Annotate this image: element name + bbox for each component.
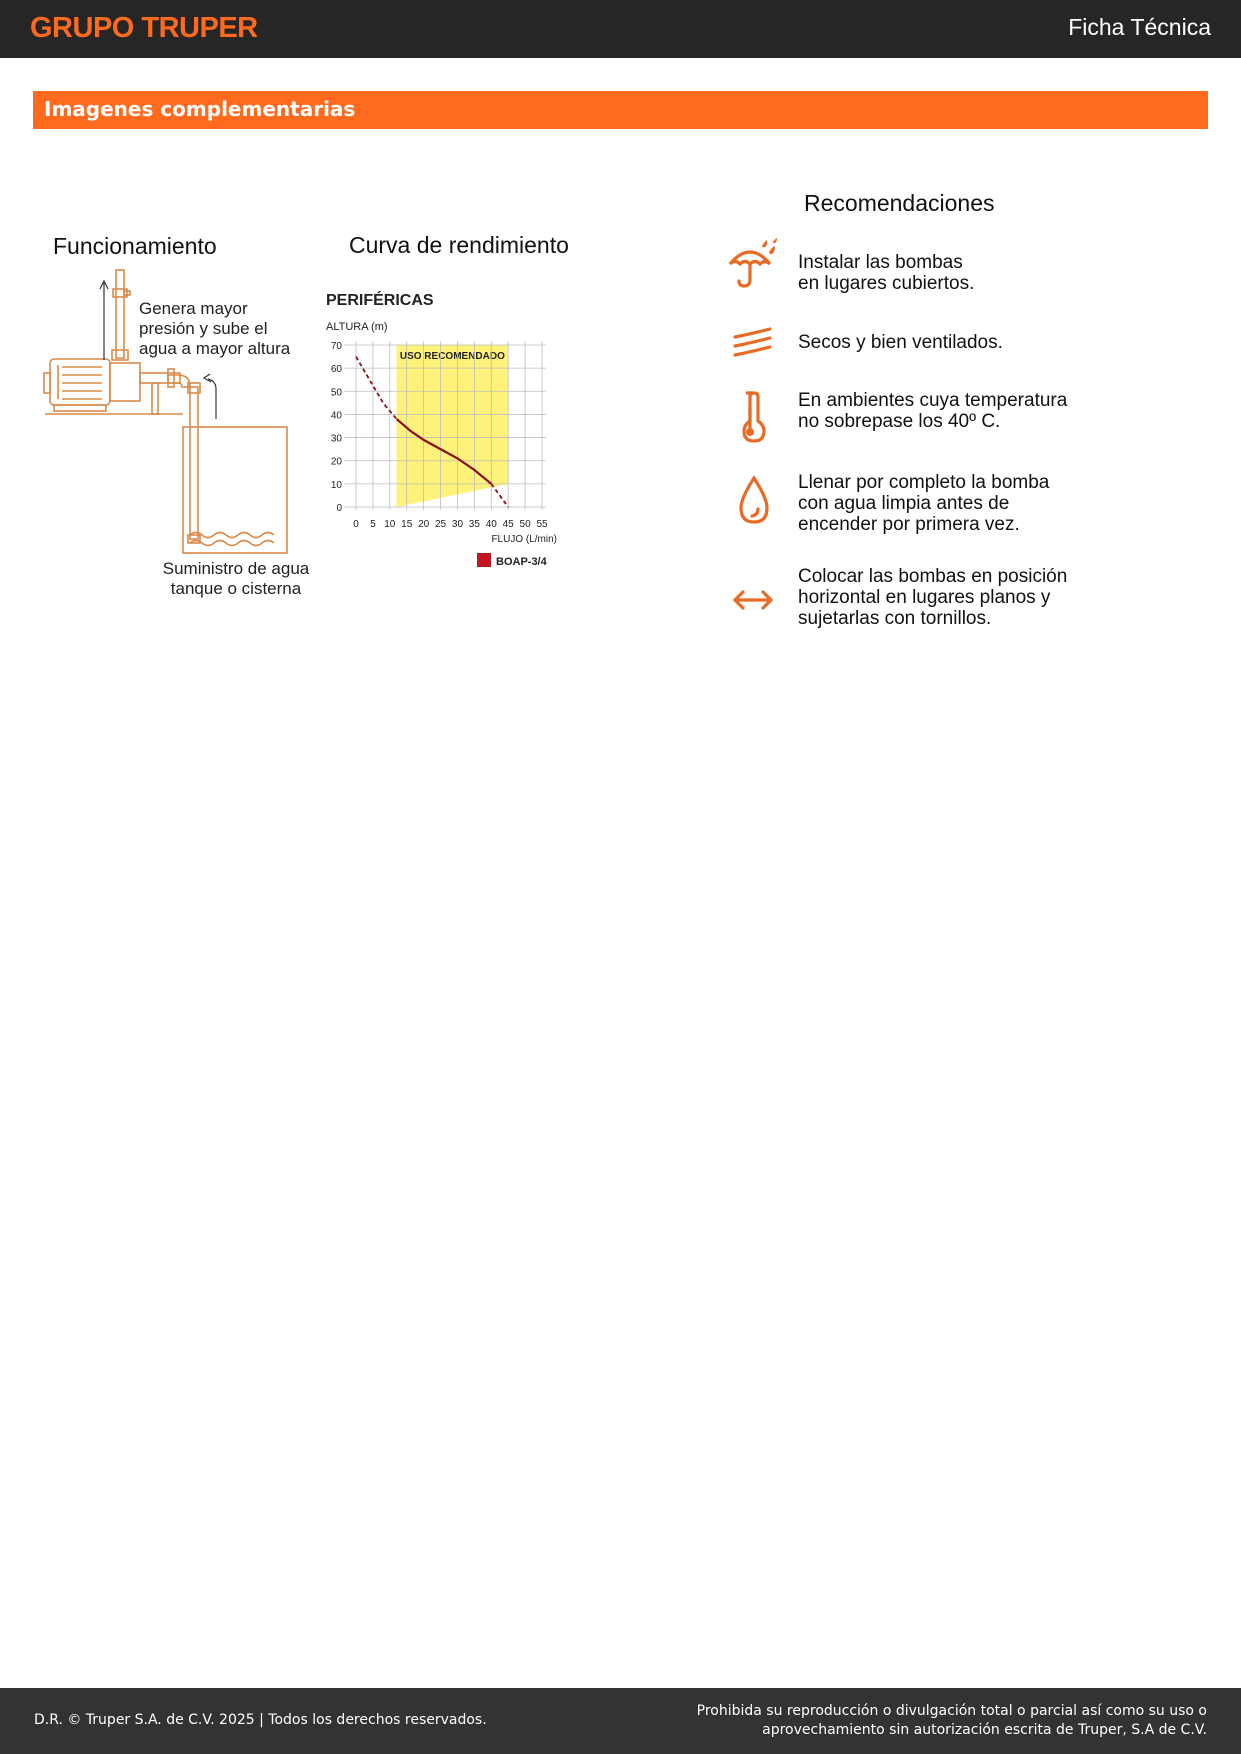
recommendation-text: Secos y bien ventilados. <box>798 332 1003 353</box>
water-drop-icon <box>725 472 783 530</box>
x-tick-label: 50 <box>519 519 531 530</box>
pump-motor <box>50 359 110 405</box>
caption-pressure: Genera mayor presión y sube el agua a mayor altura <box>139 299 291 358</box>
funcionamiento-title: Funcionamiento <box>53 233 217 259</box>
recomendaciones-title: Recomendaciones <box>804 190 995 216</box>
pump-head <box>110 363 140 401</box>
recommendation-text: Colocar las bombas en posición horizontal en lugares planos y sujetarlas con tornillos. <box>798 566 1068 629</box>
wind-icon <box>725 318 783 376</box>
y-tick-label: 70 <box>330 341 342 352</box>
recommended-label: USO RECOMENDADO <box>399 351 505 362</box>
chart-ylabel: ALTURA (m) <box>326 321 388 333</box>
y-tick-label: 30 <box>330 433 342 445</box>
x-tick-label: 45 <box>502 519 514 530</box>
y-tick-label: 20 <box>330 456 342 468</box>
y-tick-label: 60 <box>330 364 342 376</box>
x-tick-label: 35 <box>468 519 480 530</box>
footer-copyright: D.R. © Truper S.A. de C.V. 2025 | Todos los derechos reservados. <box>34 1712 487 1728</box>
chart-xlabel: FLUJO (L/min) <box>491 534 557 545</box>
document-title: Ficha Técnica <box>1068 14 1211 40</box>
performance-chart <box>320 285 570 575</box>
section-header <box>33 91 1208 129</box>
y-tick-label: 50 <box>330 387 342 399</box>
horizontal-arrows-icon <box>725 571 783 629</box>
chart-title: PERIFÉRICAS <box>326 292 434 309</box>
x-tick-label: 5 <box>370 519 376 530</box>
recommendation-text: Instalar las bombas en lugares cubiertos. <box>798 252 975 294</box>
x-tick-label: 30 <box>451 519 464 530</box>
footer-notice: Prohibida su reproducción o divulgación total o parcial así como su uso o aprovechamiento sin autorización escrita de Truper, S.A de C.V. <box>696 1703 1207 1738</box>
x-tick-label: 40 <box>485 519 497 530</box>
discharge-pipe <box>116 270 124 358</box>
recommendation-text: Llenar por completo la bomba con agua limpia antes de encender por primera vez. <box>798 472 1050 535</box>
legend-swatch <box>477 553 491 567</box>
section-title: Imagenes complementarias <box>44 97 356 121</box>
series-line-dashed-end <box>491 484 508 507</box>
y-tick-label: 0 <box>336 503 342 514</box>
caption-water-supply: Suministro de agua tanque o cisterna <box>162 559 310 598</box>
water-waves <box>190 533 274 546</box>
recommendation-text: En ambientes cuya temperatura no sobrepase los 40º C. <box>798 390 1068 432</box>
x-tick-label: 15 <box>401 519 413 530</box>
header-bar <box>0 0 1241 58</box>
thermometer-icon <box>725 388 783 446</box>
x-tick-label: 20 <box>418 519 430 530</box>
x-tick-label: 10 <box>384 519 396 530</box>
y-tick-label: 10 <box>330 479 342 491</box>
legend-label: BOAP-3/4 <box>496 556 547 568</box>
x-tick-label: 0 <box>353 519 359 530</box>
series-line-dashed-start <box>356 357 397 420</box>
umbrella-rain-icon <box>725 236 783 294</box>
brand-logo: GRUPO TRUPER <box>30 12 258 44</box>
curva-title: Curva de rendimiento <box>349 232 569 258</box>
footer-bar <box>0 1688 1241 1754</box>
x-tick-label: 55 <box>536 519 548 530</box>
suction-pipe <box>190 387 198 539</box>
x-tick-label: 25 <box>434 519 447 530</box>
y-tick-label: 40 <box>330 410 342 422</box>
